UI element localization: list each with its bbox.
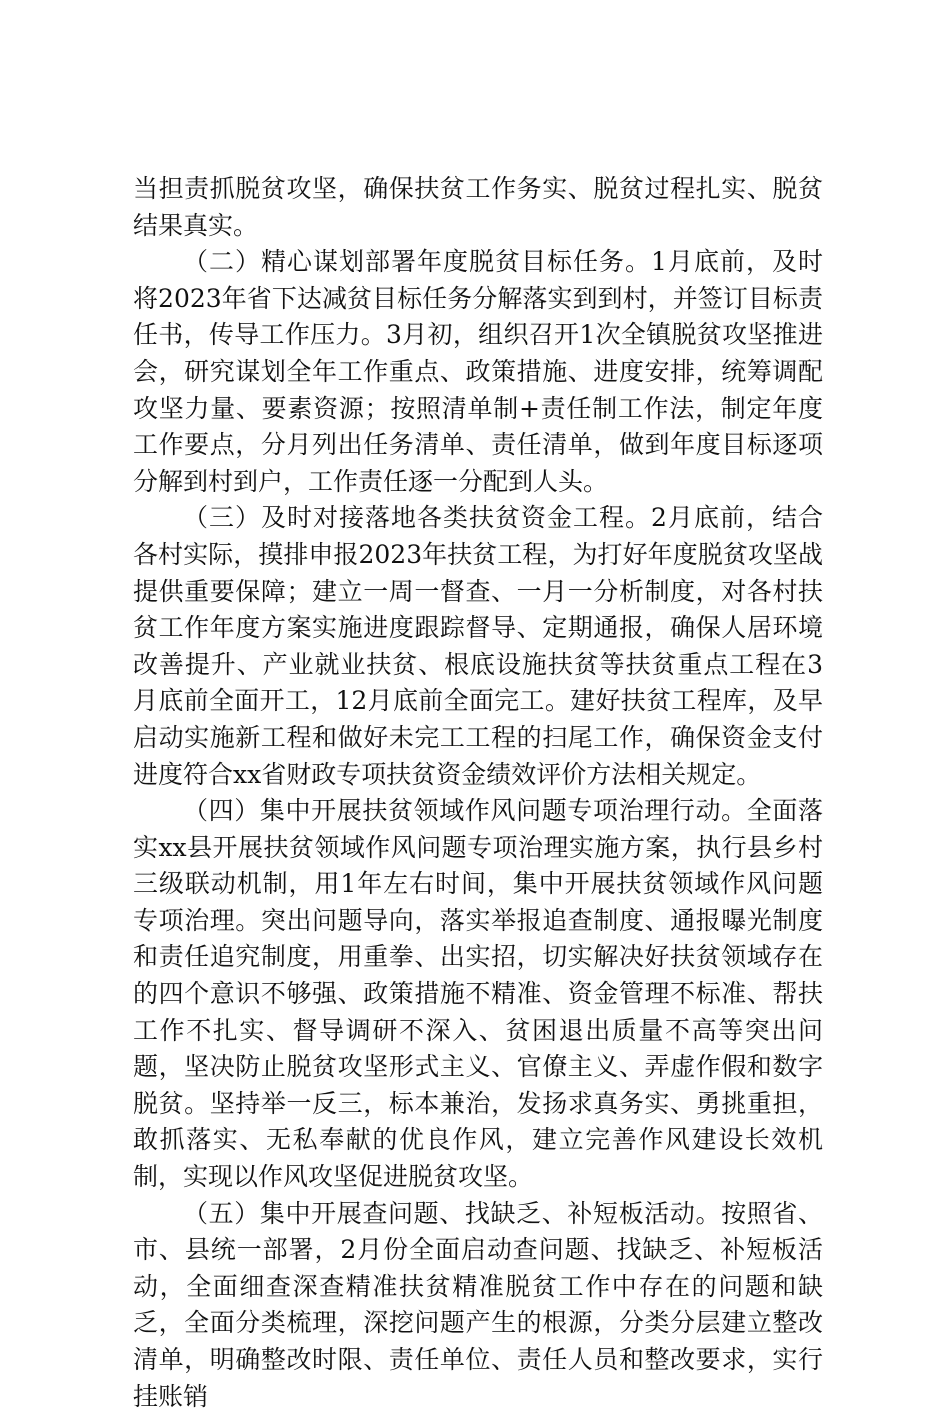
paragraph-continuation: 当担责抓脱贫攻坚，确保扶贫工作务实、脱贫过程扎实、脱贫结果真实。 (133, 174, 823, 240)
paragraph-section-5: （五）集中开展查问题、找缺乏、补短板活动。按照省、市、县统一部署，2月份全面启动查问题、找缺乏、补短板活动，全面细查深查精准扶贫精准脱贫工作中存在的问题和缺乏，全面分类梳理，深挖问题产生的根源，分类分层建立整改清单，明确整改时限、责任单位、责任人员和整改要求，实行挂账销 (133, 1198, 823, 1411)
document-body (133, 171, 823, 1415)
paragraph-section-4: （四）集中开展扶贫领域作风问题专项治理行动。全面落实xx县开展扶贫领域作风问题专项治理实施方案，执行县乡村三级联动机制，用1年左右时间，集中开展扶贫领域作风问题专项治理。突出问题导向，落实举报追查制度、通报曝光制度和责任追究制度，用重拳、出实招，切实解决好扶贫领域存在的四个意识不够强、政策措施不精准、资金管理不标准、帮扶工作不扎实、督导调研不深入、贫困退出质量不高等突出问题，坚决防止脱贫攻坚形式主义、官僚主义、弄虚作假和数字脱贫。坚持举一反三，标本兼治，发扬求真务实、勇挑重担，敢抓落实、无私奉献的优良作风，建立完善作风建设长效机制，实现以作风攻坚促进脱贫攻坚。 (133, 796, 823, 1192)
paragraph-section-3: （三）及时对接落地各类扶贫资金工程。2月底前，结合各村实际，摸排申报2023年扶贫工程，为打好年度脱贫攻坚战提供重要保障；建立一周一督查、一月一分析制度，对各村扶贫工作年度方案实施进度跟踪督导、定期通报，确保人居环境改善提升、产业就业扶贫、根底设施扶贫等扶贫重点工程在3月底前全面开工，12月底前全面完工。建好扶贫工程库，及早启动实施新工程和做好未完工工程的扫尾工作，确保资金支付进度符合xx省财政专项扶贫资金绩效评价方法相关规定。 (133, 503, 823, 789)
paragraph-section-2: （二）精心谋划部署年度脱贫目标任务。1月底前，及时将2023年省下达减贫目标任务分解落实到到村，并签订目标责任书，传导工作压力。3月初，组织召开1次全镇脱贫攻坚推进会，研究谋划全年工作重点、政策措施、进度安排，统筹调配攻坚力量、要素资源；按照清单制+责任制工作法，制定年度工作要点，分月列出任务清单、责任清单，做到年度目标逐项分解到村到户，工作责任逐一分配到人头。 (133, 247, 823, 496)
